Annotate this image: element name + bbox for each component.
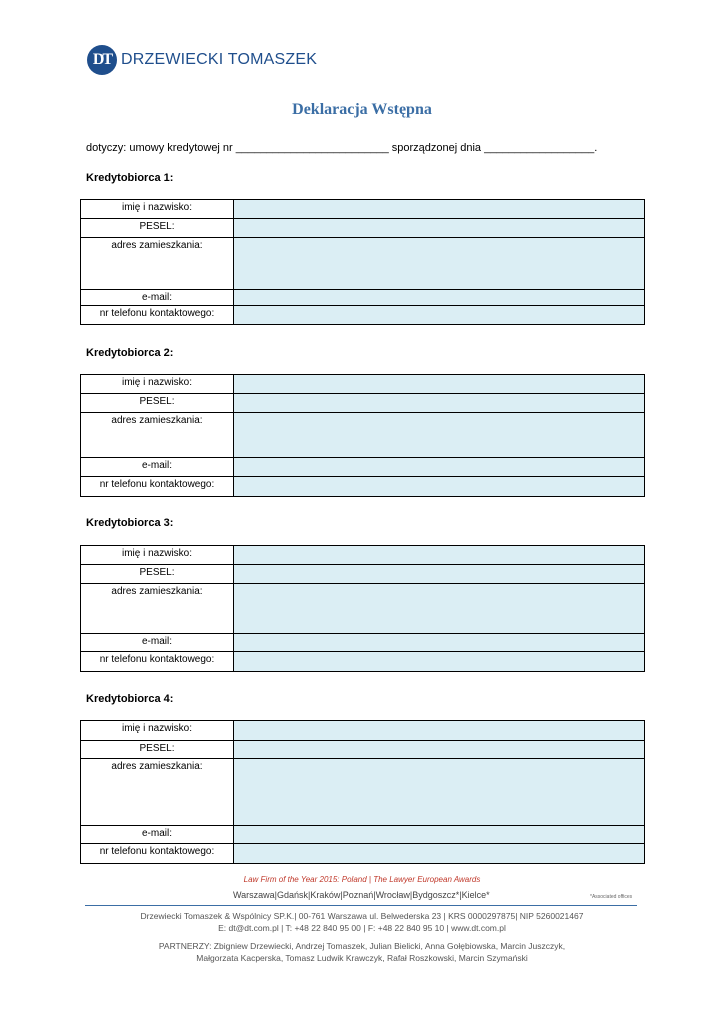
phone-label: nr telefonu kontaktowego:: [81, 477, 234, 497]
phone-field[interactable]: [234, 306, 645, 325]
email-field[interactable]: [234, 634, 645, 652]
borrower-1-table: [80, 199, 645, 325]
name-field[interactable]: [234, 375, 645, 394]
borrower-1-heading: Kredytobiorca 1:: [86, 172, 174, 184]
borrower-3-heading: Kredytobiorca 3:: [86, 517, 174, 529]
name-label: imię i nazwisko:: [81, 375, 234, 394]
email-label: e-mail:: [81, 458, 234, 477]
company-info: [0, 910, 724, 934]
borrower-2-heading: Kredytobiorca 2:: [86, 347, 174, 359]
company-logo: [87, 44, 317, 76]
address-field[interactable]: [234, 238, 645, 290]
intro-line: dotyczy: umowy kredytowej nr _________________________ sporządzonej dnia __________________.: [86, 142, 598, 154]
address-label: adres zamieszkania:: [81, 759, 234, 826]
company-line-1: Drzewiecki Tomaszek & Wspólnicy SP.K.| 00-761 Warszawa ul. Belwederska 23 | KRS 0000297875| NIP 5260021467: [140, 911, 584, 921]
document-title: Deklaracja Wstępna: [292, 101, 432, 118]
borrower-2-table: [80, 374, 645, 497]
office-cities: Warszawa|Gdańsk|Kraków|Poznań|Wrocław|Bydgoszcz*|Kielce*: [233, 890, 490, 900]
name-label: imię i nazwisko:: [81, 546, 234, 565]
pesel-label: PESEL:: [81, 565, 234, 584]
phone-label: nr telefonu kontaktowego:: [81, 652, 234, 672]
borrower-4-heading: Kredytobiorca 4:: [86, 693, 174, 705]
borrower-4-table: [80, 720, 645, 864]
email-field[interactable]: [234, 290, 645, 306]
email-field[interactable]: [234, 826, 645, 844]
partners-line-1: PARTNERZY: Zbigniew Drzewiecki, Andrzej Tomaszek, Julian Bielicki, Anna Gołębiowska, Marcin Juszczyk,: [158, 941, 566, 951]
phone-field[interactable]: [234, 477, 645, 497]
logo-text: DRZEWIECKI TOMASZEK: [121, 51, 318, 68]
pesel-label: PESEL:: [81, 741, 234, 759]
pesel-field[interactable]: [234, 741, 645, 759]
footer-divider: [85, 905, 637, 906]
phone-field[interactable]: [234, 652, 645, 672]
partners-line-2: Małgorzata Kacperska, Tomasz Ludwik Krawczyk, Rafał Roszkowski, Marcin Szymański: [196, 953, 528, 963]
company-contact-line: E: dt@dt.com.pl | T: +48 22 840 95 00 | F: +48 22 840 95 10 | www.dt.com.pl: [218, 923, 506, 933]
email-label: e-mail:: [81, 290, 234, 306]
address-label: adres zamieszkania:: [81, 584, 234, 634]
address-field[interactable]: [234, 759, 645, 826]
borrower-3-table: [80, 545, 645, 672]
phone-label: nr telefonu kontaktowego:: [81, 844, 234, 864]
email-label: e-mail:: [81, 826, 234, 844]
email-field[interactable]: [234, 458, 645, 477]
phone-label: nr telefonu kontaktowego:: [81, 306, 234, 325]
name-field[interactable]: [234, 200, 645, 219]
pesel-label: PESEL:: [81, 394, 234, 413]
phone-field[interactable]: [234, 844, 645, 864]
name-label: imię i nazwisko:: [81, 200, 234, 219]
award-line: Law Firm of the Year 2015: Poland | The Lawyer European Awards: [243, 875, 481, 884]
associated-offices-note: *Associated offices: [590, 894, 633, 900]
partners-info: [0, 940, 724, 964]
email-label: e-mail:: [81, 634, 234, 652]
pesel-field[interactable]: [234, 565, 645, 584]
name-field[interactable]: [234, 721, 645, 741]
logo-mark-icon: DT: [87, 45, 117, 75]
name-label: imię i nazwisko:: [81, 721, 234, 741]
address-field[interactable]: [234, 413, 645, 458]
pesel-label: PESEL:: [81, 219, 234, 238]
name-field[interactable]: [234, 546, 645, 565]
address-label: adres zamieszkania:: [81, 413, 234, 458]
address-field[interactable]: [234, 584, 645, 634]
pesel-field[interactable]: [234, 394, 645, 413]
pesel-field[interactable]: [234, 219, 645, 238]
address-label: adres zamieszkania:: [81, 238, 234, 290]
